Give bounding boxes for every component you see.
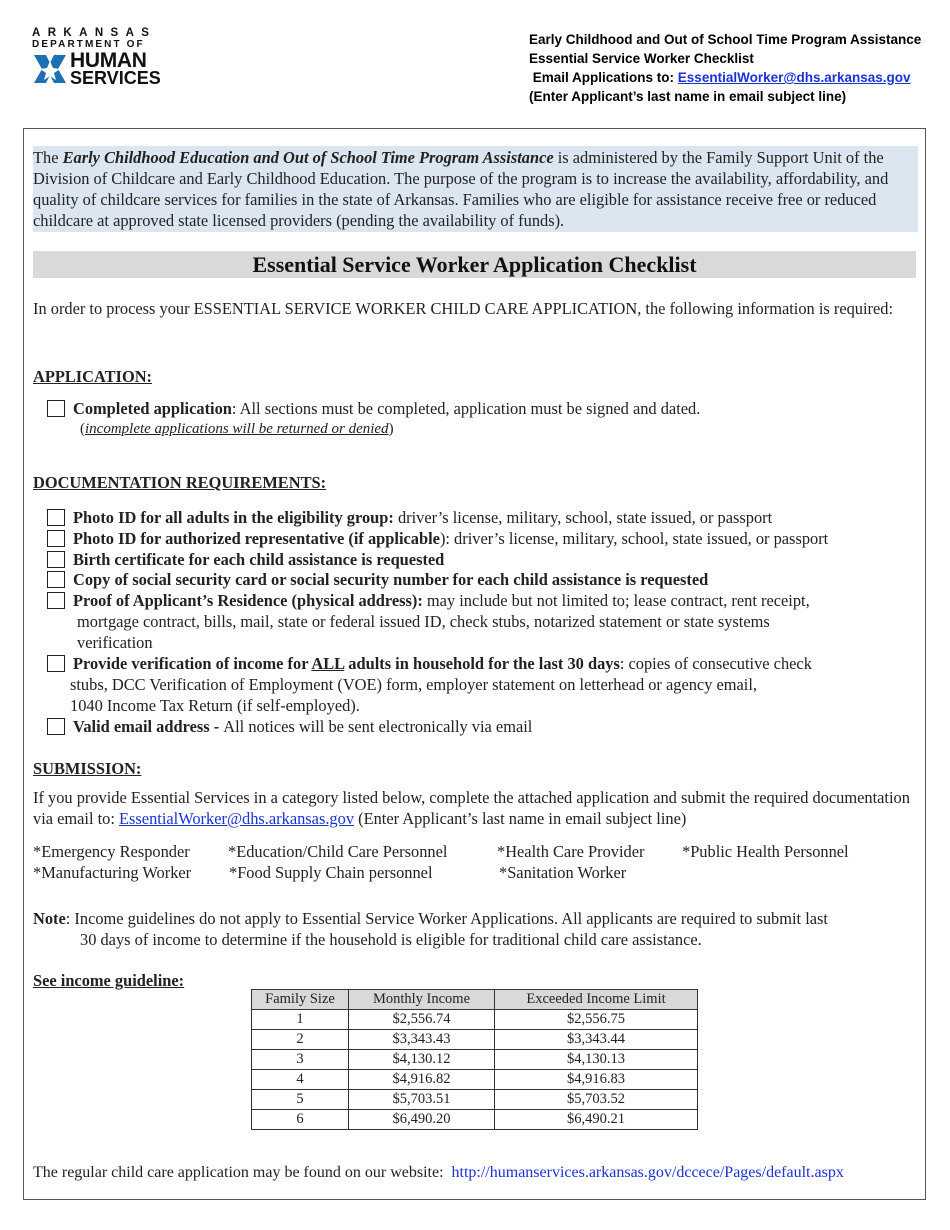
header-email-label: Email Applications to: xyxy=(532,70,675,85)
residence-text: may include but not limited to; lease contract, rent receipt, xyxy=(422,591,810,610)
monthly-income-cell: $3,343.43 xyxy=(349,1030,495,1050)
column-header-monthly-income: Monthly Income xyxy=(349,990,495,1010)
income-guideline-heading: See income guideline: xyxy=(33,971,185,990)
item-email-address xyxy=(73,716,918,737)
family-size-cell: 4 xyxy=(252,1070,349,1090)
residence-line-2: mortgage contract, bills, mail, state or federal issued ID, check stubs, notarized statement or state systems xyxy=(77,612,770,631)
exceeded-limit-cell: $4,916.83 xyxy=(495,1070,698,1090)
logo-line-services: SERVICES xyxy=(70,68,161,88)
exceeded-limit-cell: $3,343.44 xyxy=(495,1030,698,1050)
application-note-text: incomplete applications will be returned or denied xyxy=(85,421,389,437)
item-income-verification xyxy=(73,653,918,674)
page-title: Essential Service Worker Application Checklist xyxy=(33,251,916,278)
income-bold-b: adults in household for the last 30 days xyxy=(344,654,620,673)
application-note: (incomplete applications will be returned or denied) xyxy=(80,421,394,437)
header-email-link[interactable]: EssentialWorker@dhs.arkansas.gov xyxy=(677,70,911,85)
table-row xyxy=(252,1110,698,1130)
footer-website-link[interactable]: http://humanservices.arkansas.gov/dccece/Pages/default.aspx xyxy=(451,1164,844,1181)
table-row xyxy=(252,1070,698,1090)
item-birth-certificate xyxy=(73,549,918,570)
dhs-logo xyxy=(32,28,167,94)
application-heading: APPLICATION: xyxy=(33,367,152,386)
social-security-text: Copy of social security card or social security number for each child assistance is requested xyxy=(73,570,709,589)
header-checklist-title: Essential Service Worker Checklist xyxy=(529,51,754,66)
logo-line-department: DEPARTMENT OF xyxy=(32,39,145,50)
category-item: *Manufacturing Worker xyxy=(33,863,192,882)
documentation-heading: DOCUMENTATION REQUIREMENTS: xyxy=(33,473,327,492)
item-photo-id xyxy=(73,507,918,528)
income-line-2: stubs, DCC Verification of Employment (VOE) form, employer statement on letterhead or agency email, xyxy=(70,675,758,694)
income-line-3: 1040 Income Tax Return (if self-employed). xyxy=(70,696,360,715)
submission-paragraph xyxy=(33,787,918,829)
family-size-cell: 2 xyxy=(252,1030,349,1050)
monthly-income-cell: $2,556.74 xyxy=(349,1010,495,1030)
item-social-security xyxy=(73,569,918,590)
monthly-income-cell: $4,916.82 xyxy=(349,1070,495,1090)
exceeded-limit-cell: $5,703.52 xyxy=(495,1090,698,1110)
table-row xyxy=(252,1090,698,1110)
column-header-family-size: Family Size xyxy=(252,990,349,1010)
intro-prefix: The xyxy=(33,148,59,167)
birth-certificate-text: Birth certificate for each child assistance is requested xyxy=(73,550,445,569)
monthly-income-cell: $5,703.51 xyxy=(349,1090,495,1110)
header-email-line xyxy=(529,68,921,87)
document-header xyxy=(529,30,921,106)
exceeded-limit-cell: $2,556.75 xyxy=(495,1010,698,1030)
footer-text: The regular child care application may be found on our website: xyxy=(33,1164,444,1181)
category-item: *Public Health Personnel xyxy=(682,842,849,861)
category-item: *Emergency Responder xyxy=(33,842,190,861)
submission-text-after: (Enter Applicant’s last name in email subject line) xyxy=(354,809,687,828)
family-size-cell: 6 xyxy=(252,1110,349,1130)
residence-line-3: verification xyxy=(77,633,153,652)
monthly-income-cell: $4,130.12 xyxy=(349,1050,495,1070)
item-completed-application-bold: Completed application xyxy=(73,399,232,418)
checkbox-income-verification[interactable] xyxy=(47,655,65,672)
note-text: : Income guidelines do not apply to Essential Service Worker Applications. All applicants are required to submit last xyxy=(65,909,828,928)
photo-id-bold: Photo ID for all adults in the eligibility group: xyxy=(73,508,394,527)
footer-line xyxy=(33,1162,844,1183)
note-line-2: 30 days of income to determine if the household is eligible for traditional child care assistance. xyxy=(80,930,702,949)
category-item: *Sanitation Worker xyxy=(499,863,627,882)
table-row xyxy=(252,1030,698,1050)
intro-body: is administered by the Family Support Unit of the Division of Childcare and Early Childhood Education. The purpose of the program is to increase the availability, affordability, and quality of childcare services for families in the state of Arkansas. Families who are eligible for assistance receive free or reduced childcare at approved state licensed providers (pending the availability of funds). xyxy=(33,148,889,230)
checkbox-photo-id[interactable] xyxy=(47,509,65,526)
category-item: *Health Care Provider xyxy=(497,842,645,861)
photo-id-text: driver’s license, military, school, state issued, or passport xyxy=(393,508,773,527)
residence-bold: Proof of Applicant’s Residence (physical address): xyxy=(73,591,423,610)
auth-rep-bold: Photo ID for authorized representative (if applicable xyxy=(73,529,440,548)
auth-rep-text: ): driver’s license, military, school, state issued, or passport xyxy=(439,529,829,548)
submission-email-link[interactable]: EssentialWorker@dhs.arkansas.gov xyxy=(119,809,355,828)
submission-heading: SUBMISSION: xyxy=(33,759,142,778)
checkbox-social-security[interactable] xyxy=(47,571,65,588)
family-size-cell: 5 xyxy=(252,1090,349,1110)
item-completed-application-text: : All sections must be completed, application must be signed and dated. xyxy=(231,399,701,418)
checkbox-birth-certificate[interactable] xyxy=(47,551,65,568)
income-bold-all: ALL xyxy=(311,654,345,673)
column-header-exceeded-limit: Exceeded Income Limit xyxy=(495,990,698,1010)
header-program-title: Early Childhood and Out of School Time Program Assistance xyxy=(529,32,922,47)
checkbox-residence[interactable] xyxy=(47,592,65,609)
family-size-cell: 1 xyxy=(252,1010,349,1030)
email-address-bold: Valid email address - xyxy=(73,717,224,736)
income-text: : copies of consecutive check xyxy=(619,654,812,673)
income-table xyxy=(251,989,698,1130)
category-item: *Education/Child Care Personnel xyxy=(228,842,448,861)
email-address-text: All notices will be sent electronically via email xyxy=(223,717,533,736)
table-header-row xyxy=(252,990,698,1010)
exceeded-limit-cell: $6,490.21 xyxy=(495,1110,698,1130)
note-paragraph xyxy=(33,908,918,929)
checkbox-authorized-rep[interactable] xyxy=(47,530,65,547)
header-subject-note: (Enter Applicant’s last name in email subject line) xyxy=(529,89,847,104)
table-row xyxy=(252,1010,698,1030)
logo-line-arkansas: ARKANSAS xyxy=(32,27,157,39)
checkbox-email-address[interactable] xyxy=(47,718,65,735)
program-name: Early Childhood Education and Out of School Time Program Assistance xyxy=(62,148,554,167)
lead-paragraph: In order to process your ESSENTIAL SERVICE WORKER CHILD CARE APPLICATION, the following information is required: xyxy=(33,299,894,318)
item-completed-application xyxy=(73,398,918,419)
table-row xyxy=(252,1050,698,1070)
logo-line-human: HUMAN xyxy=(70,49,147,72)
intro-paragraph xyxy=(33,146,918,232)
submission-text-before: If you provide Essential Services in a category listed below, complete the attached application and submit the required documentation via email to: xyxy=(33,788,910,828)
item-residence xyxy=(73,590,918,653)
item-authorized-rep xyxy=(73,528,918,549)
checkbox-completed-application[interactable] xyxy=(47,400,65,417)
monthly-income-cell: $6,490.20 xyxy=(349,1110,495,1130)
exceeded-limit-cell: $4,130.13 xyxy=(495,1050,698,1070)
dhs-star-icon xyxy=(32,51,68,87)
note-label: Note xyxy=(33,909,66,928)
family-size-cell: 3 xyxy=(252,1050,349,1070)
income-bold-a: Provide verification of income for xyxy=(73,654,312,673)
category-item: *Food Supply Chain personnel xyxy=(229,863,433,882)
